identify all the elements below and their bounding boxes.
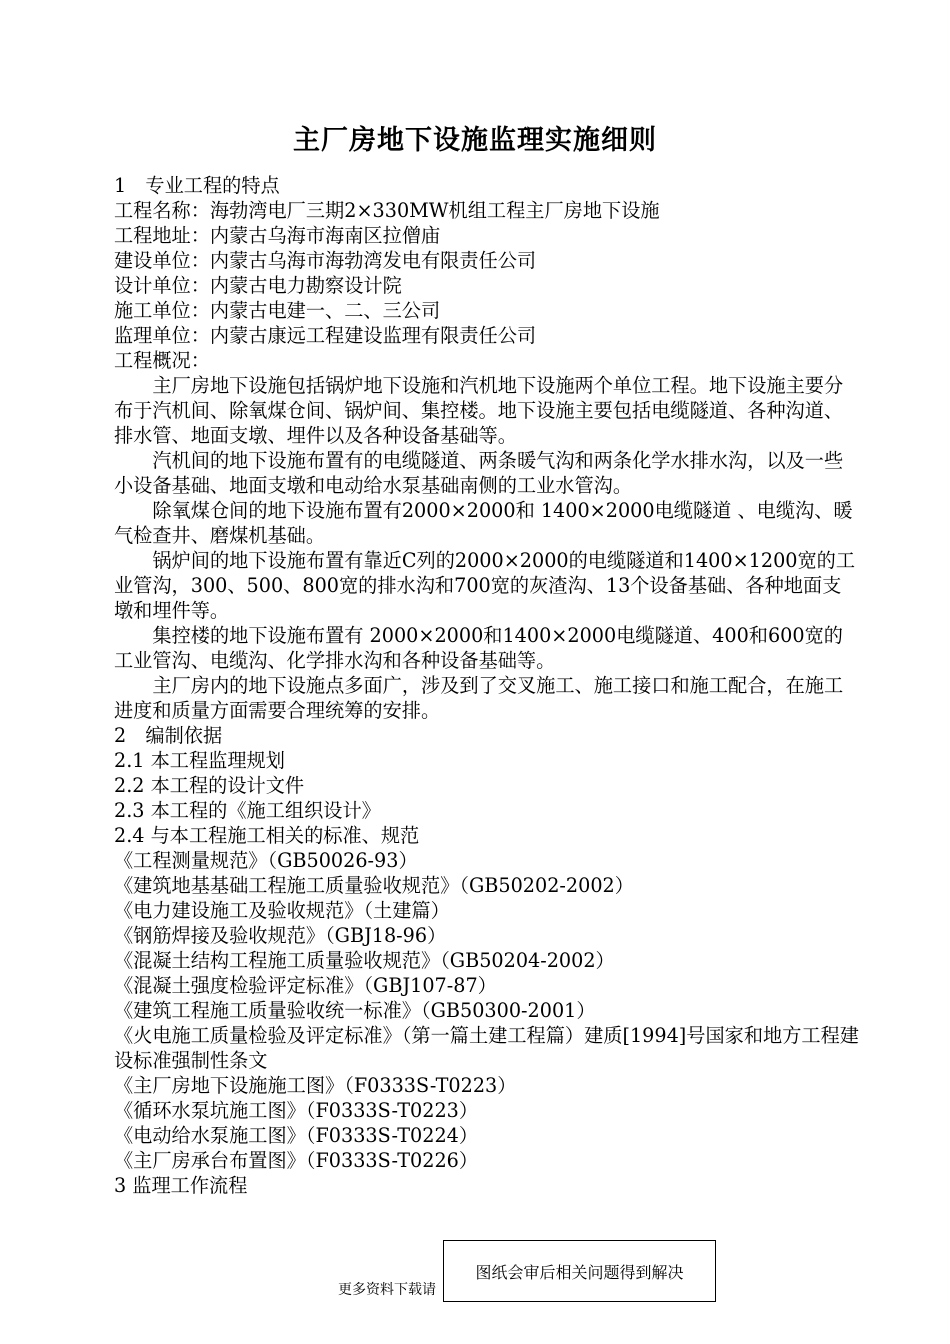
standard-item: 《循环水泵坑施工图》（F0333S-T0223） (114, 1099, 479, 1122)
construction-unit: 施工单位：内蒙古电建一、二、三公司 (114, 299, 441, 322)
standard-item: 《建筑地基基础工程施工质量验收规范》（GB50202-2002） (114, 874, 634, 897)
overview-label: 工程概况： (114, 349, 210, 372)
standard-item: 《主厂房承台布置图》（F0333S-T0226） (114, 1149, 479, 1172)
overview-paragraph: 除氧煤仓间的地下设施布置有2000×2000和 1400×2000电缆隧道 、电缆沟、暖气检查井、磨煤机基础。 (114, 499, 853, 547)
basis-item: 2.1 本工程监理规划 (114, 749, 285, 772)
section-3-heading: 3 监理工作流程 (114, 1174, 248, 1197)
overview-paragraph: 集控楼的地下设施布置有 2000×2000和1400×2000电缆隧道、400和600宽的工业管沟、电缆沟、化学排水沟和各种设备基础等。 (114, 624, 843, 672)
project-address: 工程地址：内蒙古乌海市海南区拉僧庙 (114, 224, 441, 247)
flowchart-step-label: 图纸会审后相关问题得到解决 (475, 1262, 684, 1282)
document-body (114, 173, 859, 1198)
standard-item: 《主厂房地下设施施工图》（F0333S-T0223） (114, 1074, 517, 1097)
basis-item: 2.3 本工程的《施工组织设计》 (114, 799, 381, 822)
footer-download-note[interactable]: 更多资料下载请 (338, 1282, 436, 1298)
overview-paragraph: 主厂房内的地下设施点多面广，涉及到了交叉施工、施工接口和施工配合，在施工进度和质量方面需要合理统筹的安排。 (114, 674, 844, 722)
standard-item: 《钢筋焊接及验收规范》（GBJ18-96） (114, 924, 447, 947)
overview-paragraph: 锅炉间的地下设施布置有靠近C列的2000×2000的电缆隧道和1400×1200宽的工业管沟，300、500、800宽的排水沟和700宽的灰渣沟、13个设备基础、各种地面支墩和埋件等。 (114, 549, 856, 622)
standard-item: 《电动给水泵施工图》（F0333S-T0224） (114, 1124, 479, 1147)
page-title: 主厂房地下设施监理实施细则 (293, 125, 657, 156)
basis-item: 2.4 与本工程施工相关的标准、规范 (114, 824, 420, 847)
standard-item: 《混凝土强度检验评定标准》（GBJ107-87） (114, 974, 497, 997)
standard-item: 《工程测量规范》（GB50026-93） (114, 849, 418, 872)
overview-paragraph: 主厂房地下设施包括锅炉地下设施和汽机地下设施两个单位工程。地下设施主要分布于汽机间、除氧煤仓间、锅炉间、集控楼。地下设施主要包括电缆隧道、各种沟道、排水管、地面支墩、埋件以及各种设备基础等。 (114, 374, 844, 447)
owner-unit: 建设单位：内蒙古乌海市海勃湾发电有限责任公司 (114, 249, 537, 272)
standard-item: 《火电施工质量检验及评定标准》（第一篇土建工程篇）建质[1994]号国家和地方工程建设标准强制性条文 (114, 1024, 859, 1072)
overview-paragraph: 汽机间的地下设施布置有的电缆隧道、两条暖气沟和两条化学水排水沟，以及一些小设备基础、地面支墩和电动给水泵基础南侧的工业水管沟。 (114, 449, 844, 497)
section-2-heading: 2 编制依据 (114, 724, 223, 747)
standard-item: 《电力建设施工及验收规范》（土建篇） (114, 899, 450, 922)
basis-item: 2.2 本工程的设计文件 (114, 774, 305, 797)
section-1-heading: 1 专业工程的特点 (114, 174, 280, 197)
flowchart-step-box (443, 1240, 716, 1302)
standard-item: 《混凝土结构工程施工质量验收规范》（GB50204-2002） (114, 949, 615, 972)
project-name: 工程名称：海勃湾电厂三期2×330MW机组工程主厂房地下设施 (114, 199, 660, 222)
standard-item: 《建筑工程施工质量验收统一标准》（GB50300-2001） (114, 999, 596, 1022)
design-unit: 设计单位：内蒙古电力勘察设计院 (114, 274, 402, 297)
supervision-unit: 监理单位：内蒙古康远工程建设监理有限责任公司 (114, 324, 537, 347)
